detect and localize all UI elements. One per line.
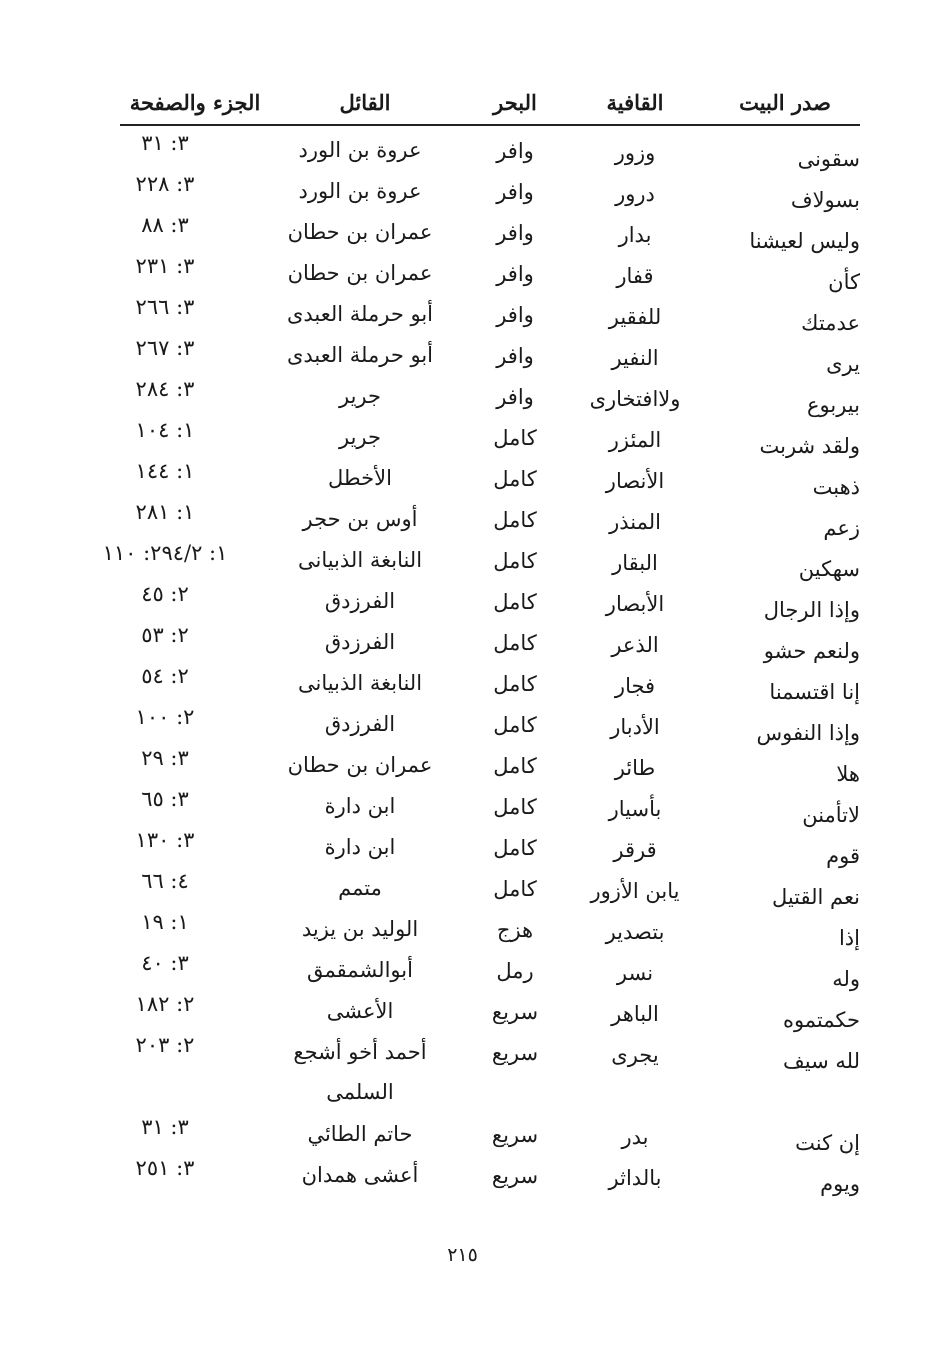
cell-qail: الأخطل [328,466,392,490]
table-row [100,333,860,374]
cell-qail: ابن دارة [324,794,396,818]
cell-sadr: لله سيف [783,1049,860,1073]
cell-qail: الفرزدق [324,589,396,613]
cell-juz: ٢: ٥٤ [141,664,189,688]
cell-sadr: كأن [828,270,860,294]
cell-juz: ٣: ٣١ [141,131,189,155]
cell-qail: عروة بن الورد [298,179,422,203]
cell-bahr: كامل [493,713,537,737]
cell-juz: ٢: ٢٠٣ [135,1033,195,1057]
cell-qail: النابغة الذبيانى [297,548,423,572]
cell-bahr: هزج [496,918,534,942]
cell-juz: ٣: ٣١ [141,1115,189,1139]
table-row [100,661,860,702]
cell-qail: أبو حرملة العبدى [286,302,434,326]
cell-juz: ١: ٢٩٤/٢: ١١٠ [102,541,228,565]
cell-juz: ٣: ٢٩ [141,746,189,770]
page-number: ٢١٥ [447,1244,478,1266]
cell-qafiya: المئزر [608,428,662,452]
cell-qafiya: الباهر [611,1002,659,1026]
cell-qafiya: النفير [611,346,659,370]
cell-qafiya: يابن الأزور [590,879,680,903]
cell-sadr: ويوم [820,1172,860,1196]
cell-sadr: زعم [823,516,860,540]
cell-qafiya: بدار [618,223,652,247]
cell-bahr: سريع [491,1164,539,1188]
cell-qafiya: قفار [616,264,654,288]
cell-sadr: يرى [826,352,860,376]
cell-juz: ٢: ٥٣ [141,623,189,647]
cell-bahr: سريع [491,1000,539,1024]
header-juz: الجزء والصفحة [129,90,261,115]
cell-juz: ٣: ٢٥١ [135,1156,195,1180]
cell-sadr: إن كنت [795,1131,860,1155]
header-sadr: صدر البيت [739,90,831,115]
header-qail: القائل [339,90,391,115]
table-row [100,825,860,866]
cell-juz: ٢: ١٨٢ [135,992,195,1016]
cell-qafiya: قرقر [613,838,657,862]
cell-bahr: وافر [496,262,534,286]
cell-qafiya: للفقير [608,305,662,329]
cell-qail: الأعشى [326,999,394,1023]
cell-qail: عمران بن حطان [287,220,433,244]
cell-qail: أحمد أخو أشجع السلمى [293,1040,427,1104]
cell-bahr: كامل [493,877,537,901]
cell-sadr: وليس لعيشنا [749,229,860,253]
cell-sadr: وإذا الرجال [763,598,860,622]
cell-qafiya: الذعر [611,633,659,657]
cell-qail: الوليد بن يزيد [301,917,419,941]
table-row [100,989,860,1030]
cell-qail: الفرزدق [324,712,396,736]
table-row [100,415,860,456]
table-row [100,210,860,251]
cell-qail: ابن دارة [324,835,396,859]
cell-bahr: كامل [493,631,537,655]
cell-qafiya: بالداثر [608,1166,662,1190]
cell-qafiya: الأدبار [610,715,660,739]
cell-sadr: إنا اقتسمنا [769,680,860,704]
cell-qafiya: فجار [614,674,656,698]
table-row [100,169,860,210]
cell-bahr: كامل [493,754,537,778]
cell-bahr: وافر [496,221,534,245]
cell-sadr: بيربوع [807,393,860,417]
cell-sadr: ولقد شربت [759,434,860,458]
cell-juz: ٣: ٢٢٨ [135,172,195,196]
table-row [100,579,860,620]
table-row [100,251,860,292]
cell-bahr: كامل [493,836,537,860]
cell-qafiya: الأنصار [605,469,665,493]
cell-sadr: سهكين [798,557,860,581]
cell-sadr: نعم القتيل [771,885,860,909]
cell-qafiya: وزور [614,141,656,165]
table-row [100,743,860,784]
cell-qafiya: بدر [621,1125,649,1149]
cell-qail: عمران بن حطان [287,753,433,777]
cell-qafiya: طائر [614,756,656,780]
cell-qail: الفرزدق [324,630,396,654]
cell-qafiya: المنذر [609,510,661,534]
cell-qafiya: يجرى [611,1043,659,1067]
cell-qafiya: نسر [616,961,654,985]
cell-bahr: كامل [493,508,537,532]
cell-bahr: سريع [491,1123,539,1147]
cell-juz: ٤: ٦٦ [141,869,189,893]
table-row [100,374,860,415]
cell-qail: جرير [339,425,381,449]
cell-juz: ١: ١٩ [141,910,189,934]
cell-bahr: كامل [493,795,537,819]
table-row [100,128,860,169]
cell-qail: أعشى همدان [301,1163,419,1187]
cell-qail: النابغة الذبيانى [297,671,423,695]
cell-juz: ٣: ٢٣١ [135,254,195,278]
cell-qafiya: درور [615,182,655,206]
cell-qail: متمم [338,876,382,900]
cell-juz: ٣: ١٣٠ [135,828,195,852]
cell-bahr: وافر [496,180,534,204]
cell-juz: ٣: ٢٨٤ [135,377,195,401]
table-row [100,948,860,989]
table-header [120,90,860,126]
cell-juz: ٣: ٨٨ [141,213,189,237]
cell-juz: ٢: ١٠٠ [135,705,195,729]
table-row [100,907,860,948]
cell-qail: أبو حرملة العبدى [286,343,434,367]
cell-bahr: سريع [491,1041,539,1065]
cell-bahr: وافر [496,303,534,327]
cell-juz: ١: ١٠٤ [135,418,195,442]
cell-sadr: إذا [838,926,860,950]
cell-sadr: لاتأمنن [802,803,860,827]
cell-sadr: بسولاف [790,188,860,212]
cell-sadr: قوم [826,844,860,868]
cell-sadr: وله [832,967,860,991]
header-bahr: البحر [493,90,537,115]
cell-sadr: سقونى [797,147,860,171]
cell-qafiya: الأبصار [605,592,665,616]
cell-juz: ٣: ٦٥ [141,787,189,811]
cell-bahr: كامل [493,672,537,696]
cell-bahr: كامل [493,426,537,450]
cell-sadr: عدمتك [801,311,860,335]
cell-qail: أوس بن حجر [302,507,418,531]
cell-qail: جرير [339,384,381,408]
cell-qail: عروة بن الورد [298,138,422,162]
cell-bahr: رمل [496,959,534,983]
table-row [100,1030,860,1112]
cell-juz: ١: ١٤٤ [135,459,195,483]
table-row [100,784,860,825]
cell-qail: أبوالشمقمق [307,958,413,982]
table-row [100,292,860,333]
table-row [100,866,860,907]
table-row [100,456,860,497]
table-row [100,497,860,538]
table-row [100,1112,860,1153]
cell-bahr: كامل [493,549,537,573]
cell-bahr: كامل [493,467,537,491]
table-row [100,1153,860,1194]
header-qafiya: القافية [606,90,664,115]
table-row [100,620,860,661]
cell-qafiya: بأسيار [608,797,662,821]
cell-juz: ١: ٢٨١ [135,500,195,524]
table-body [100,128,860,1194]
cell-bahr: وافر [496,344,534,368]
cell-bahr: كامل [493,590,537,614]
cell-sadr: وإذا النفوس [756,721,860,745]
cell-qafiya: البقار [612,551,658,575]
cell-sadr: ولنعم حشو [763,639,860,663]
cell-juz: ٢: ٤٥ [141,582,189,606]
cell-qafiya: ولاافتخارى [589,387,681,411]
cell-qafiya: بتصدير [605,920,665,944]
cell-sadr: ذهبت [812,475,860,499]
cell-sadr: حكمتموه [782,1008,860,1032]
cell-bahr: وافر [496,139,534,163]
table-row [100,538,860,579]
cell-bahr: وافر [496,385,534,409]
cell-qail: عمران بن حطان [287,261,433,285]
cell-juz: ٣: ٢٦٧ [135,336,195,360]
table-row [100,702,860,743]
cell-sadr: هلا [836,762,860,786]
cell-juz: ٣: ٤٠ [141,951,189,975]
cell-juz: ٣: ٢٦٦ [135,295,195,319]
cell-qail: حاتم الطائي [307,1122,413,1146]
